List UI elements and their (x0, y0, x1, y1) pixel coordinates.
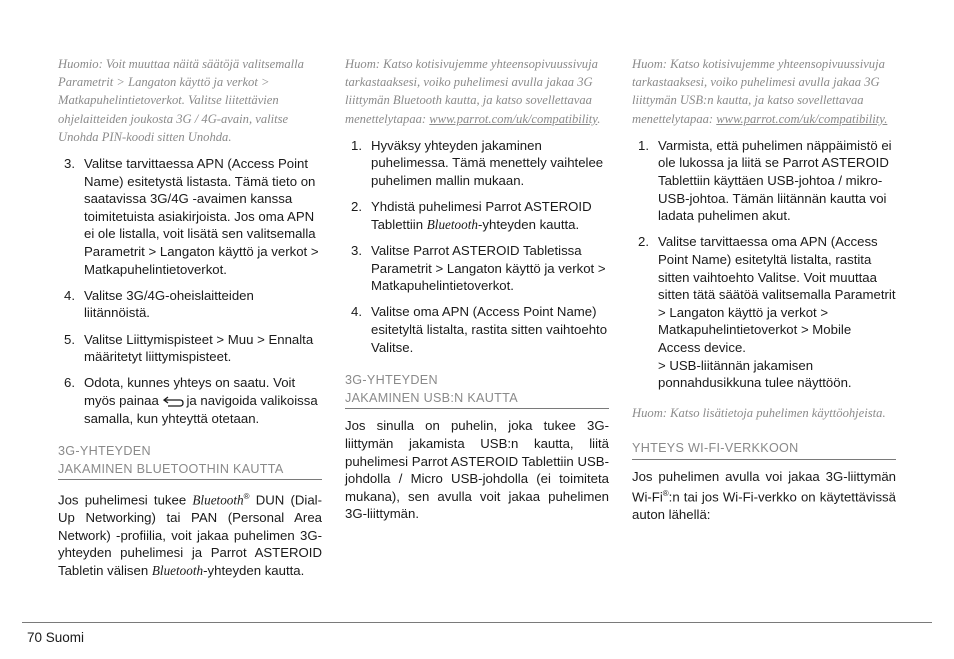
step-number: 6. (64, 375, 75, 391)
step-number: 3. (351, 242, 362, 258)
steps-list (632, 137, 896, 392)
text: Valitse tarvittaessa oma APN (Access Point Name) esitetyltä listalta, rastita sitten vaihtoehto Valitse. Voit muuttaa sitten tätä säätöä valitsemalla Parametrit > Langaton käyttö ja verkot > Matkapuhelintietoverkot > Mobile Access device. (658, 234, 896, 355)
text: DUN (Dial-Up Networking) tai PAN (Personal Area Network) -profiilia, voit jakaa puhelimen 3G-yhteyden puhelimesi ja Parrot ASTEROID Tabletin välisen (58, 492, 322, 579)
text: Jos puhelimesi tukee (58, 492, 193, 508)
note-end: . (597, 111, 601, 126)
compatibility-link[interactable]: www.parrot.com/uk/compatibility. (716, 111, 888, 126)
note (345, 55, 609, 128)
list-item (632, 137, 896, 225)
heading-line: 3G-YHTEYDEN (58, 444, 151, 459)
footer-divider (22, 622, 932, 623)
text: :n tai jos Wi-Fi-verkko on käytettävissä auton lähellä: (632, 489, 896, 523)
step-number: 1. (351, 137, 362, 153)
text: Yhdistä puhelimesi Parrot ASTEROID Tablettiin (371, 199, 592, 232)
text: Jos puhelimen avulla voi jakaa 3G-liittymän Wi-Fi (632, 468, 896, 505)
step-text-start: Odota, kunnes yhteys on saatu. Voit myös painaa (84, 375, 296, 408)
step-text: Valitse tarvittaessa APN (Access Point Name) esitetystä listasta. Tämä tieto on saatavissa 3G/4G -avaimen kanssa toimitetuista asiakirjoista. Jos oma APN ei ole listalla, voit lisätä sen valitsemalla Parametrit > Langaton käyttö ja verkot > Matkapuhelintietoverkot. (84, 156, 319, 277)
list-item (58, 155, 322, 278)
note (632, 55, 896, 128)
step-number: 5. (64, 331, 75, 347)
note: Huom: Katso lisätietoja puhelimen käyttöohjeista. (632, 405, 886, 420)
note-text: Huom: Katso kotisivujemme yhteensopivuussivuja tarkastaaksesi, voiko puhelimesi avulla jakaa 3G liittymän Bluetooth kautta, ja katso sovellettavaa menettelytapaa: (345, 57, 598, 126)
list-item (345, 242, 609, 295)
bluetooth-term: Bluetooth (426, 216, 478, 232)
section-heading (58, 443, 322, 480)
heading-line: 3G-YHTEYDEN (345, 373, 438, 388)
step-text: Valitse Liittymispisteet > Muu > Ennalta määritetyt liittymispisteet. (84, 331, 314, 365)
note: Huomio: Voit muuttaa näitä säätöjä valitsemalla Parametrit > Langaton käyttö ja verkot > Matkapuhelintietoverkot. Valitse liitettävien ohjelaitteiden joukosta 3G / 4G-avain, valitse Unohda PIN-koodi sitten Unohda. (58, 57, 304, 144)
step-text: Valitse 3G/4G-oheislaitteiden liitännöistä. (84, 287, 254, 321)
step-text: Hyväksy yhteyden jakaminen puhelimessa. Tämä menettely vaihtelee puhelimen mallin mukaan. (371, 137, 604, 188)
steps-list (58, 155, 322, 427)
column-3 (632, 55, 896, 524)
step-number: 2. (638, 234, 649, 250)
list-item (58, 287, 322, 322)
list-item (58, 374, 322, 427)
paragraph (632, 468, 896, 524)
page-number: 70 Suomi (27, 630, 85, 645)
step-text: Valitse oma APN (Access Point Name) esitetyltä listalta, rastita sitten vaihtoehto Valitse. (371, 304, 608, 355)
section-heading: YHTEYS WI-FI-VERKKOON (632, 440, 896, 460)
step-number: 2. (351, 199, 362, 215)
step-text-end: ja navigoida valikoissa samalla, kun yhteyttä otetaan. (84, 392, 318, 426)
list-item (345, 198, 609, 233)
step-number: 4. (351, 304, 362, 320)
compatibility-link[interactable]: www.parrot.com/uk/compatibility (429, 111, 598, 126)
back-arrow-icon (163, 395, 185, 407)
step-number: 3. (64, 156, 75, 172)
steps-list (345, 137, 609, 356)
text: -yhteyden kautta. (203, 563, 305, 579)
note-text: Huom: Katso kotisivujemme yhteensopivuussivuja tarkastaaksesi, voiko puhelimesi avulla jakaa 3G liittymän USB:n kautta, ja katso sovellettavaa menettelytapaa: (632, 57, 885, 126)
column-1 (58, 55, 322, 580)
step-number: 4. (64, 287, 75, 303)
step-text (84, 374, 322, 427)
paragraph (58, 488, 322, 579)
step-text (371, 198, 609, 233)
list-item (345, 303, 609, 356)
list-item (345, 137, 609, 190)
step-text (658, 233, 896, 391)
heading-line: JAKAMINEN BLUETOOTHIN KAUTTA (58, 461, 284, 476)
step-number: 1. (638, 137, 649, 153)
bluetooth-term: Bluetooth (192, 492, 244, 508)
text: > USB-liitännän jakamisen ponnahdusikkuna tulee näyttöön. (658, 357, 852, 391)
list-item (58, 331, 322, 366)
text: -yhteyden kautta. (478, 216, 580, 232)
registered-mark: ® (243, 492, 250, 502)
step-text: Varmista, että puhelimen näppäimistö ei ole lukossa ja liitä se Parrot ASTEROID Tablettiin käyttäen USB-johtoa / mikro-USB-johtoa. Tämän liitännän kautta voi ladata puhelimen akut. (658, 137, 892, 224)
registered-mark: ® (662, 489, 669, 499)
section-heading (345, 372, 609, 409)
paragraph: Jos sinulla on puhelin, joka tukee 3G-liittymän jakamista USB:n kautta, liitä puhelimesi Parrot ASTEROID Tablettiin USB-johdolla / Micro USB-johdolla (ei toimiteta mukana), sen avulla voit jakaa puhelimen 3G-liittymän. (345, 418, 609, 522)
bluetooth-term: Bluetooth (151, 563, 204, 579)
list-item (632, 233, 896, 391)
step-text: Valitse Parrot ASTEROID Tabletissa Parametrit > Langaton käyttö ja verkot > Matkapuhelintietoverkot. (371, 242, 606, 294)
heading-line: JAKAMINEN USB:N KAUTTA (345, 390, 518, 405)
column-2 (345, 55, 609, 523)
